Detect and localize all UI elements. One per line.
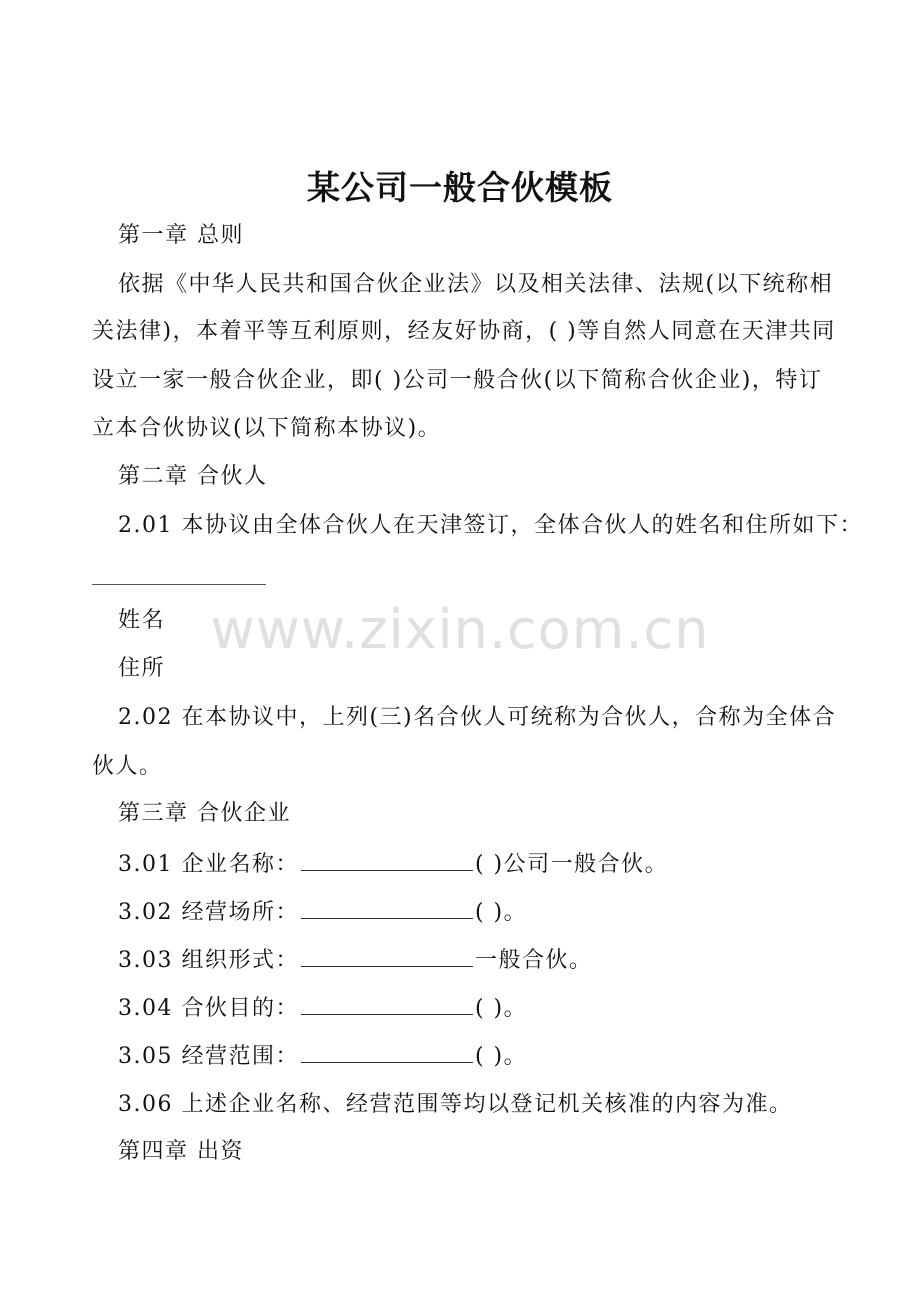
clause-3-03-label: 3.03 组织形式：	[118, 948, 299, 973]
chapter-1-para-line-4: 立本合伙协议(以下简称本协议)。	[92, 416, 442, 441]
chapter-1-heading: 第一章 总则	[118, 223, 244, 248]
clause-3-05-blank[interactable]	[301, 1040, 473, 1063]
watermark: www.zixin.com.cn	[210, 598, 710, 661]
chapter-3-heading: 第三章 合伙企业	[118, 801, 291, 826]
clause-3-01-label: 3.01 企业名称：	[118, 852, 299, 877]
clause-3-02-label: 3.02 经营场所：	[118, 900, 299, 925]
clause-3-03-suffix: 一般合伙。	[474, 948, 593, 973]
clause-3-05-label: 3.05 经营范围：	[118, 1044, 299, 1069]
partner-address-label: 住所	[118, 656, 166, 681]
chapter-4-heading: 第四章 出资	[118, 1139, 244, 1164]
clause-3-02	[118, 896, 527, 928]
clause-3-03-blank[interactable]	[301, 944, 473, 967]
clause-3-05-suffix: ( )。	[474, 1044, 528, 1069]
clause-2-02-line-2: 伙人。	[92, 754, 163, 779]
clause-3-02-blank[interactable]	[301, 896, 473, 919]
clause-3-04-label: 3.04 合伙目的：	[118, 996, 299, 1021]
clause-3-01	[118, 848, 668, 880]
chapter-1-para-line-3: 设立一家一般合伙企业，即( )公司一般合伙(以下简称合伙企业)，特订	[92, 368, 823, 393]
clause-3-06: 3.06 上述企业名称、经营范围等均以登记机关核准的内容为准。	[118, 1092, 793, 1117]
signature-rule	[92, 584, 266, 585]
clause-3-03	[118, 944, 593, 976]
clause-2-02-line-1: 2.02 在本协议中，上列(三)名合伙人可统称为合伙人，合称为全体合	[118, 705, 837, 730]
clause-3-04-suffix: ( )。	[474, 996, 528, 1021]
clause-3-04	[118, 992, 527, 1024]
clause-3-04-blank[interactable]	[301, 992, 473, 1015]
clause-3-01-blank[interactable]	[301, 848, 473, 871]
document-title: 某公司一般合伙模板	[307, 168, 613, 207]
clause-3-02-suffix: ( )。	[474, 900, 528, 925]
chapter-2-heading: 第二章 合伙人	[118, 464, 268, 489]
clause-3-01-suffix: ( )公司一般合伙。	[474, 852, 669, 877]
clause-3-05	[118, 1040, 527, 1072]
partner-name-label: 姓名	[118, 608, 166, 633]
chapter-1-para-line-2: 关法律)，本着平等互利原则，经友好协商，( )等自然人同意在天津共同	[92, 319, 836, 344]
clause-2-01: 2.01 本协议由全体合伙人在天津签订，全体合伙人的姓名和住所如下：	[118, 513, 863, 538]
chapter-1-para-line-1: 依据《中华人民共和国合伙企业法》以及相关法律、法规(以下统称相	[118, 272, 834, 297]
